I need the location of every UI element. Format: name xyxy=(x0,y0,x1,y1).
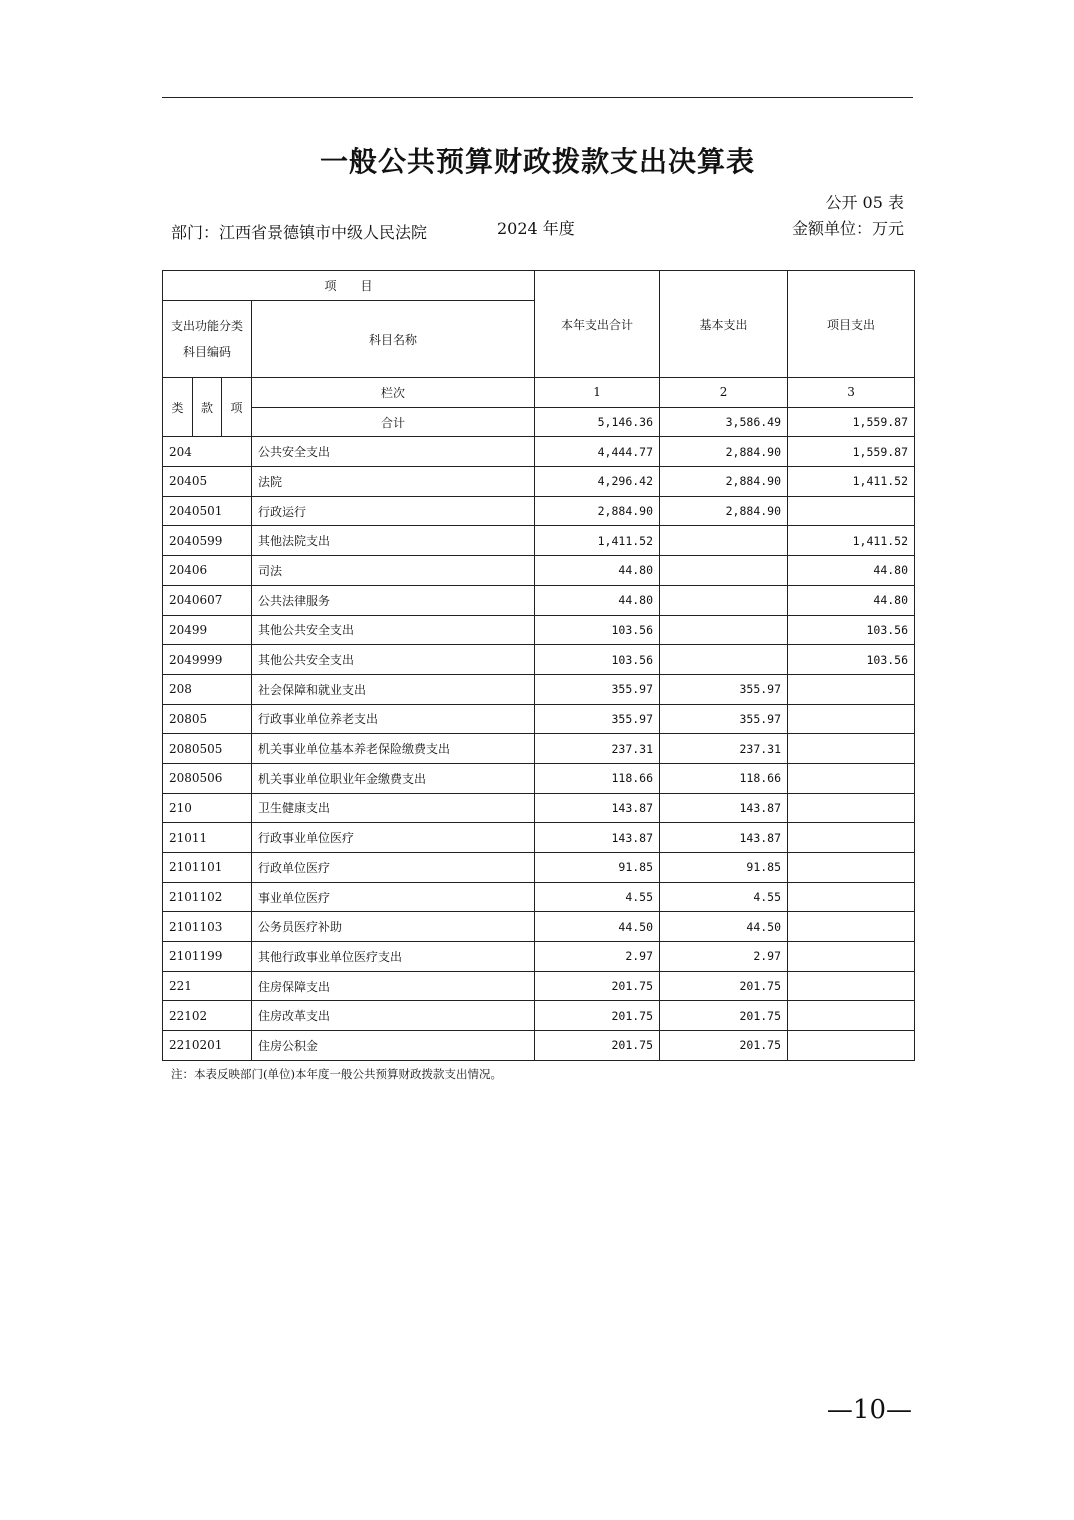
row-basic xyxy=(660,615,788,645)
row-project: 1,559.87 xyxy=(788,437,915,467)
table-row xyxy=(163,645,915,675)
row-project xyxy=(788,823,915,853)
row-code: 2080506 xyxy=(163,763,252,793)
row-name: 其他公共安全支出 xyxy=(252,615,535,645)
table-row xyxy=(163,793,915,823)
table-row xyxy=(163,1001,915,1031)
row-basic: 237.31 xyxy=(660,734,788,764)
row-basic: 2.97 xyxy=(660,942,788,972)
table-row xyxy=(163,526,915,556)
table-row xyxy=(163,496,915,526)
row-project: 1,411.52 xyxy=(788,467,915,497)
row-name: 住房公积金 xyxy=(252,1031,535,1061)
row-project: 103.56 xyxy=(788,615,915,645)
table-row xyxy=(163,585,915,615)
row-total: 355.97 xyxy=(535,704,660,734)
header-lei: 类 xyxy=(163,378,193,437)
table-row xyxy=(163,734,915,764)
row-total: 1,411.52 xyxy=(535,526,660,556)
row-code: 210 xyxy=(163,793,252,823)
sum-label: 合计 xyxy=(252,407,535,437)
row-code: 2040607 xyxy=(163,585,252,615)
row-code: 2101103 xyxy=(163,912,252,942)
row-total: 118.66 xyxy=(535,763,660,793)
row-basic: 201.75 xyxy=(660,1031,788,1061)
table-row xyxy=(163,704,915,734)
row-project: 44.80 xyxy=(788,556,915,586)
row-total: 2,884.90 xyxy=(535,496,660,526)
row-project xyxy=(788,704,915,734)
row-name: 公务员医疗补助 xyxy=(252,912,535,942)
row-project xyxy=(788,674,915,704)
row-total: 4,296.42 xyxy=(535,467,660,497)
row-total: 44.80 xyxy=(535,585,660,615)
row-project xyxy=(788,1001,915,1031)
header-project: 项目支出 xyxy=(788,271,915,378)
table-row xyxy=(163,853,915,883)
row-name: 其他行政事业单位医疗支出 xyxy=(252,942,535,972)
row-code: 2040501 xyxy=(163,496,252,526)
row-name: 社会保障和就业支出 xyxy=(252,674,535,704)
expenditure-table xyxy=(162,270,915,1061)
row-total: 91.85 xyxy=(535,853,660,883)
row-project xyxy=(788,763,915,793)
row-project: 44.80 xyxy=(788,585,915,615)
header-item: 项 目 xyxy=(163,271,535,301)
row-name: 其他法院支出 xyxy=(252,526,535,556)
sum-basic: 3,586.49 xyxy=(660,407,788,437)
row-name: 住房改革支出 xyxy=(252,1001,535,1031)
row-project xyxy=(788,942,915,972)
row-basic xyxy=(660,645,788,675)
row-name: 公共安全支出 xyxy=(252,437,535,467)
column-number-2: 2 xyxy=(660,378,788,408)
header-kuan: 款 xyxy=(193,378,222,437)
row-code: 20805 xyxy=(163,704,252,734)
table-row xyxy=(163,912,915,942)
row-name: 法院 xyxy=(252,467,535,497)
header-code: 支出功能分类科目编码 xyxy=(163,301,252,378)
row-name: 行政事业单位养老支出 xyxy=(252,704,535,734)
row-code: 2210201 xyxy=(163,1031,252,1061)
row-basic xyxy=(660,585,788,615)
row-name: 住房保障支出 xyxy=(252,971,535,1001)
row-basic: 355.97 xyxy=(660,674,788,704)
row-basic: 2,884.90 xyxy=(660,467,788,497)
row-total: 103.56 xyxy=(535,645,660,675)
row-code: 2049999 xyxy=(163,645,252,675)
header-lanci: 栏次 xyxy=(252,378,535,408)
row-basic: 2,884.90 xyxy=(660,437,788,467)
row-project xyxy=(788,853,915,883)
top-rule xyxy=(162,97,913,98)
row-basic: 143.87 xyxy=(660,823,788,853)
table-row xyxy=(163,942,915,972)
row-total: 44.80 xyxy=(535,556,660,586)
row-project xyxy=(788,882,915,912)
table-row xyxy=(163,882,915,912)
row-code: 20499 xyxy=(163,615,252,645)
row-basic: 355.97 xyxy=(660,704,788,734)
row-name: 行政单位医疗 xyxy=(252,853,535,883)
row-name: 事业单位医疗 xyxy=(252,882,535,912)
row-basic: 91.85 xyxy=(660,853,788,883)
table-row xyxy=(163,763,915,793)
table-row xyxy=(163,823,915,853)
row-code: 22102 xyxy=(163,1001,252,1031)
row-name: 行政运行 xyxy=(252,496,535,526)
row-project: 1,411.52 xyxy=(788,526,915,556)
unit-label: 金额单位：万元 xyxy=(791,219,904,238)
page-number: —10— xyxy=(826,1395,912,1425)
row-total: 201.75 xyxy=(535,1031,660,1061)
row-code: 208 xyxy=(163,674,252,704)
page-title: 一般公共预算财政拨款支出决算表 xyxy=(319,145,755,178)
row-basic xyxy=(660,556,788,586)
table-row xyxy=(163,437,915,467)
row-basic: 201.75 xyxy=(660,971,788,1001)
row-code: 20406 xyxy=(163,556,252,586)
row-code: 2040599 xyxy=(163,526,252,556)
row-name: 机关事业单位基本养老保险缴费支出 xyxy=(252,734,535,764)
row-project: 103.56 xyxy=(788,645,915,675)
footnote: 注：本表反映部门(单位)本年度一般公共预算财政拨款支出情况。 xyxy=(171,1067,502,1081)
header-total: 本年支出合计 xyxy=(535,271,660,378)
row-total: 201.75 xyxy=(535,1001,660,1031)
column-number-1: 1 xyxy=(535,378,660,408)
row-total: 4,444.77 xyxy=(535,437,660,467)
year-label: 2024 年度 xyxy=(497,219,575,238)
row-basic: 44.50 xyxy=(660,912,788,942)
row-name: 公共法律服务 xyxy=(252,585,535,615)
row-total: 355.97 xyxy=(535,674,660,704)
column-number-3: 3 xyxy=(788,378,915,408)
row-code: 2101101 xyxy=(163,853,252,883)
sum-total: 5,146.36 xyxy=(535,407,660,437)
row-name: 卫生健康支出 xyxy=(252,793,535,823)
row-basic: 143.87 xyxy=(660,793,788,823)
table-row xyxy=(163,467,915,497)
row-total: 44.50 xyxy=(535,912,660,942)
row-basic: 118.66 xyxy=(660,763,788,793)
table-row xyxy=(163,971,915,1001)
row-name: 司法 xyxy=(252,556,535,586)
sum-project: 1,559.87 xyxy=(788,407,915,437)
row-code: 2080505 xyxy=(163,734,252,764)
row-basic: 2,884.90 xyxy=(660,496,788,526)
row-project xyxy=(788,1031,915,1061)
table-row xyxy=(163,674,915,704)
table-code: 公开 05 表 xyxy=(825,193,904,212)
row-total: 201.75 xyxy=(535,971,660,1001)
header-xiang: 项 xyxy=(222,378,252,437)
row-project xyxy=(788,793,915,823)
row-total: 237.31 xyxy=(535,734,660,764)
row-project xyxy=(788,912,915,942)
row-total: 103.56 xyxy=(535,615,660,645)
row-total: 2.97 xyxy=(535,942,660,972)
row-code: 2101199 xyxy=(163,942,252,972)
header-name: 科目名称 xyxy=(252,301,535,378)
row-project xyxy=(788,496,915,526)
row-name: 机关事业单位职业年金缴费支出 xyxy=(252,763,535,793)
row-total: 4.55 xyxy=(535,882,660,912)
row-basic: 4.55 xyxy=(660,882,788,912)
row-total: 143.87 xyxy=(535,823,660,853)
row-project xyxy=(788,734,915,764)
row-code: 21011 xyxy=(163,823,252,853)
department-label: 部门：江西省景德镇市中级人民法院 xyxy=(171,223,428,242)
row-code: 20405 xyxy=(163,467,252,497)
row-code: 204 xyxy=(163,437,252,467)
row-code: 221 xyxy=(163,971,252,1001)
table-row xyxy=(163,556,915,586)
row-total: 143.87 xyxy=(535,793,660,823)
row-name: 其他公共安全支出 xyxy=(252,645,535,675)
row-basic: 201.75 xyxy=(660,1001,788,1031)
row-basic xyxy=(660,526,788,556)
row-project xyxy=(788,971,915,1001)
table-row xyxy=(163,615,915,645)
header-basic: 基本支出 xyxy=(660,271,788,378)
row-name: 行政事业单位医疗 xyxy=(252,823,535,853)
row-code: 2101102 xyxy=(163,882,252,912)
table-row xyxy=(163,1031,915,1061)
